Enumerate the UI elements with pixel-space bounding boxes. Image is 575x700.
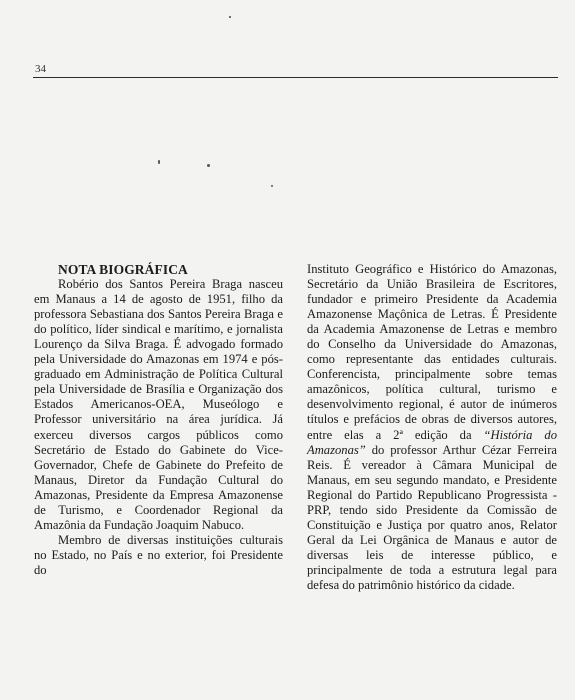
left-column (34, 262, 283, 578)
right-column (307, 262, 557, 593)
article-heading: NOTA BIOGRÁFICA (58, 262, 188, 277)
scan-speck (207, 164, 210, 167)
scan-speck (229, 16, 231, 18)
paragraph: Robério dos Santos Pereira Braga nasceu em Manaus a 14 de agosto de 1951, filho da professora Sebastiana dos Santos Pereira Braga e do político, líder sindical e marítimo, e jornalista Lourenço da Silva Braga. É advogado formado pela Universidade do Amazonas em 1974 e pós-graduado em Administração de Política Cultural pela Universidade de Brasília e Organização dos Estados Americanos-OEA, Museólogo e Professor universitário na área jurídica. Já exerceu diversos cargos públicos como Secretário de Estado do Gabinete do Vice-Governador, Chefe de Gabinete do Prefeito de Manaus, Diretor da Fundação Cultural do Amazonas, Presidente da Empresa Amazonense de Turismo, e Coordenador Regional da Amazônia da Fundação Joaquim Nabuco. (34, 277, 283, 532)
header-rule (33, 77, 558, 78)
paragraph: Membro de diversas instituições culturais no Estado, no País e no exterior, foi Presidente do (34, 532, 283, 577)
scan-speck (271, 185, 273, 187)
book-title: “História do Amazonas” (307, 427, 558, 457)
paragraph-continued (307, 262, 557, 593)
page-number: 34 (35, 63, 46, 75)
text-segment: Instituto Geográfico e Histórico do Amazonas, Secretário da União Brasileira de Escritores, fundador e primeiro Presidente da Academia Amazonense Maçônica de Letras. É Presidente da Academia Amazonense de Letras e membro do Conselho da Universidade do Amazonas, como representante das entidades culturais. Conferencista, principalmente sobre temas amazônicos, política cultural, turismo e desenvolvimento regional, é autor de inúmeros títulos e prefácios de obras de diversos autores, entre elas a 2ª edição da (307, 262, 557, 442)
text-segment: do professor Arthur Cézar Ferreira Reis. É vereador à Câmara Municipal de Manaus, em seu segundo mandato, e Presidente Regional do Partido Republicano Progressista - PRP, tendo sido Presidente da Comissão de Constituição e Justiça por quatro anos, Relator Geral da Lei Orgânica de Manaus e autor de diversas leis de interesse público, e principalmente de toda a estrutura legal para defesa do patrimônio histórico da cidade. (307, 442, 557, 592)
scan-speck (158, 160, 160, 164)
